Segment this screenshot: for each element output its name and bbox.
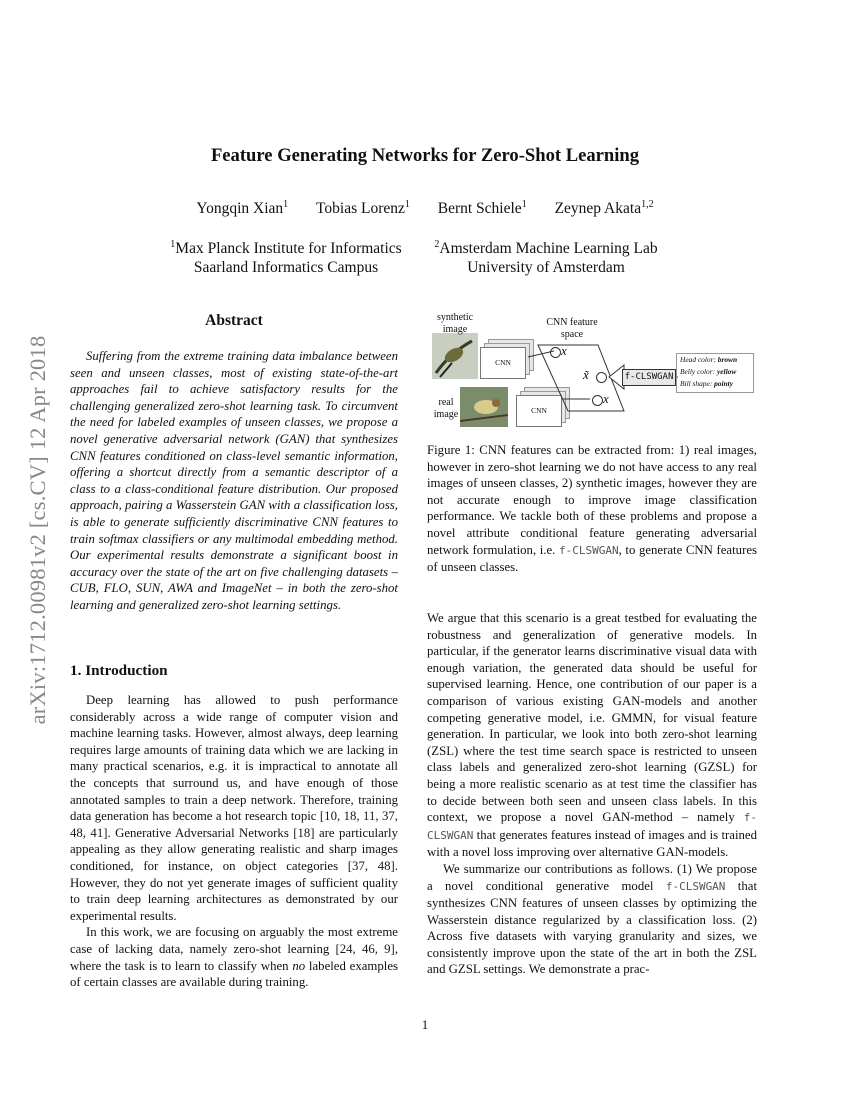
method-name: f-CLSWGAN [427,811,757,842]
citation-link[interactable]: [10, 18, 11, 37, 48, 41] [70,809,398,840]
right-column-text [427,610,757,978]
x-symbol: x [603,391,609,406]
synthetic-image-label: synthetic image [436,312,474,335]
author: Yongqin Xian$^1$ [196,199,289,218]
author: Tobias Lorenz$^1$ [316,199,410,218]
figure-1-caption: Figure 1: CNN features can be extracted from: 1) real images, however in zero-shot learning we do not have access to any real images of unseen classes, 2) synthetic images, however they are not accurate enough to improve image classification performance. We tackle both of these problems and propose a novel attribute conditional feature generating adversarial network formulation, i.e. f-CLSWGAN, to generate CNN features of unseen classes. [427,443,757,575]
author: Zeynep Akata$^{1,2}$ [554,199,654,218]
x-symbol: x [561,343,567,358]
abstract-text: Suffering from the extreme training data imbalance between seen and unseen classes, most of existing state-of-the-art approaches fail to achieve satisfactory results for the challenging generalized zero-shot learning task. To circumvent the need for labeled examples of unseen classes, we propose a novel generative adversarial network (GAN) that synthesizes CNN features conditioned on class-level semantic information, offering a shortcut directly from a semantic descriptor of a class to a class-conditional feature distribution. Our proposed approach, pairing a Wasserstein GAN with a classification loss, is able to generate sufficiently discriminative CNN features to train softmax classifiers or any multimodal embedding method. Our experimental results demonstrate a significant boost in accuracy over the state of the art on five challenging datasets – CUB, FLO, SUN, AWA and ImageNet – in both the zero-shot learning and generalized zero-shot learning settings. [70,349,398,612]
feature-point [592,395,603,406]
author: Bernt Schiele$^1$ [437,199,527,218]
citation-link[interactable]: [37, 48] [347,858,395,873]
author-list [0,199,850,218]
cnn-block-real: CNN [516,395,562,427]
method-name: f-CLSWGAN [665,879,726,893]
paragraph: We summarize our contributions as follows. (1) We propose a novel conditional generative model f-CLSWGAN that synthesizes CNN features of unseen classes by optimizing the Wasserstein distance regularized by a classification loss. (2) Across five datasets with varying granularity and sizes, we consistently improve upon the state of the art in both the ZSL and GZSL settings. We demonstrate a prac- [427,861,758,977]
attribute-box [676,353,754,393]
feature-space-label: CNN feature space [546,317,598,340]
attribute-row: Bill shape: pointy [680,379,733,388]
abstract-heading: Abstract [205,312,263,329]
figure-1 [428,305,758,430]
attribute-row: Belly color: yellow [680,367,737,376]
paragraph: We argue that this scenario is a great testbed for evaluating the robustness and generalization of generative models. In particular, if the generator learns discriminative visual data with enough variation, the generated data should be useful for supervised learning. Hence, one contribution of our paper is a comparison of various existing GAN-models and another competing generative model, i.e. GMMN, for visual feature generation. In particular, we look into both zero-shot learning (ZSL) where the test time search space is restricted to unseen class labels and generalized zero-shot learning (GZSL) for being a more realistic scenario as at test time the classifier has to decide between both seen and unseen class labels. In this context, we propose a novel GAN-method – namely f-CLSWGAN that generates features instead of images and is trained with a novel loss improving over alternative GAN-models. [427,611,757,860]
attribute-row: Head color: brown [680,355,738,364]
feature-point [596,372,607,383]
page-number: 1 [421,1017,429,1032]
x-tilde-symbol: x̃ [583,367,589,382]
arxiv-id: arXiv:1712.00981v2 [cs.CV] 12 Apr 2018 [25,335,50,725]
abstract-body [70,348,398,614]
citation-link[interactable]: [24, 46, 9] [335,941,395,956]
cnn-block-synthetic: CNN [480,347,526,379]
section-heading-introduction: 1. Introduction [70,662,168,679]
citation-link[interactable]: [18] [293,825,315,840]
real-image-label: real image [433,397,459,420]
feature-point [550,347,561,358]
intro-paragraph-2: In this work, we are focusing on arguably the most extreme case of lacking data, namely zero-shot learning [24, 46, 9], where the task is to learn to classify when no labeled examples of certain classes are available during training. [70,925,399,990]
intro-paragraph-1: Deep learning has allowed to push performance considerably across a wide range of computer vision and machine learning tasks. However, almost always, deep learning requires large amounts of training data which we are lacking in many practical scenarios, e.g. it is impractical to annotate all the concepts that surround us, and have enough of those annotated samples to train a deep network. Therefore, training data generation has become a hot research topic [10, 18, 11, 37, 48, 41]. Generative Adversarial Networks [18] are particularly appealing as they allow generating realistic and sharp images conditioned, for instance, on object categories [37, 48]. However, they do not yet generate images of sufficient quality to train deep learning architectures as demonstrated by our experimental results. [70,693,398,923]
affiliation-2: $^2$Amsterdam Machine Learning Lab University of Amsterdam [434,239,658,277]
f-clswgan-block: f-CLSWGAN [622,369,676,386]
introduction-body [70,692,398,991]
method-name: f-CLSWGAN [558,543,619,557]
affiliation-1: $^1$Max Planck Institute for Informatics Saarland Informatics Campus [170,239,402,277]
paper-title: Feature Generating Networks for Zero-Shot Learning [210,145,640,166]
